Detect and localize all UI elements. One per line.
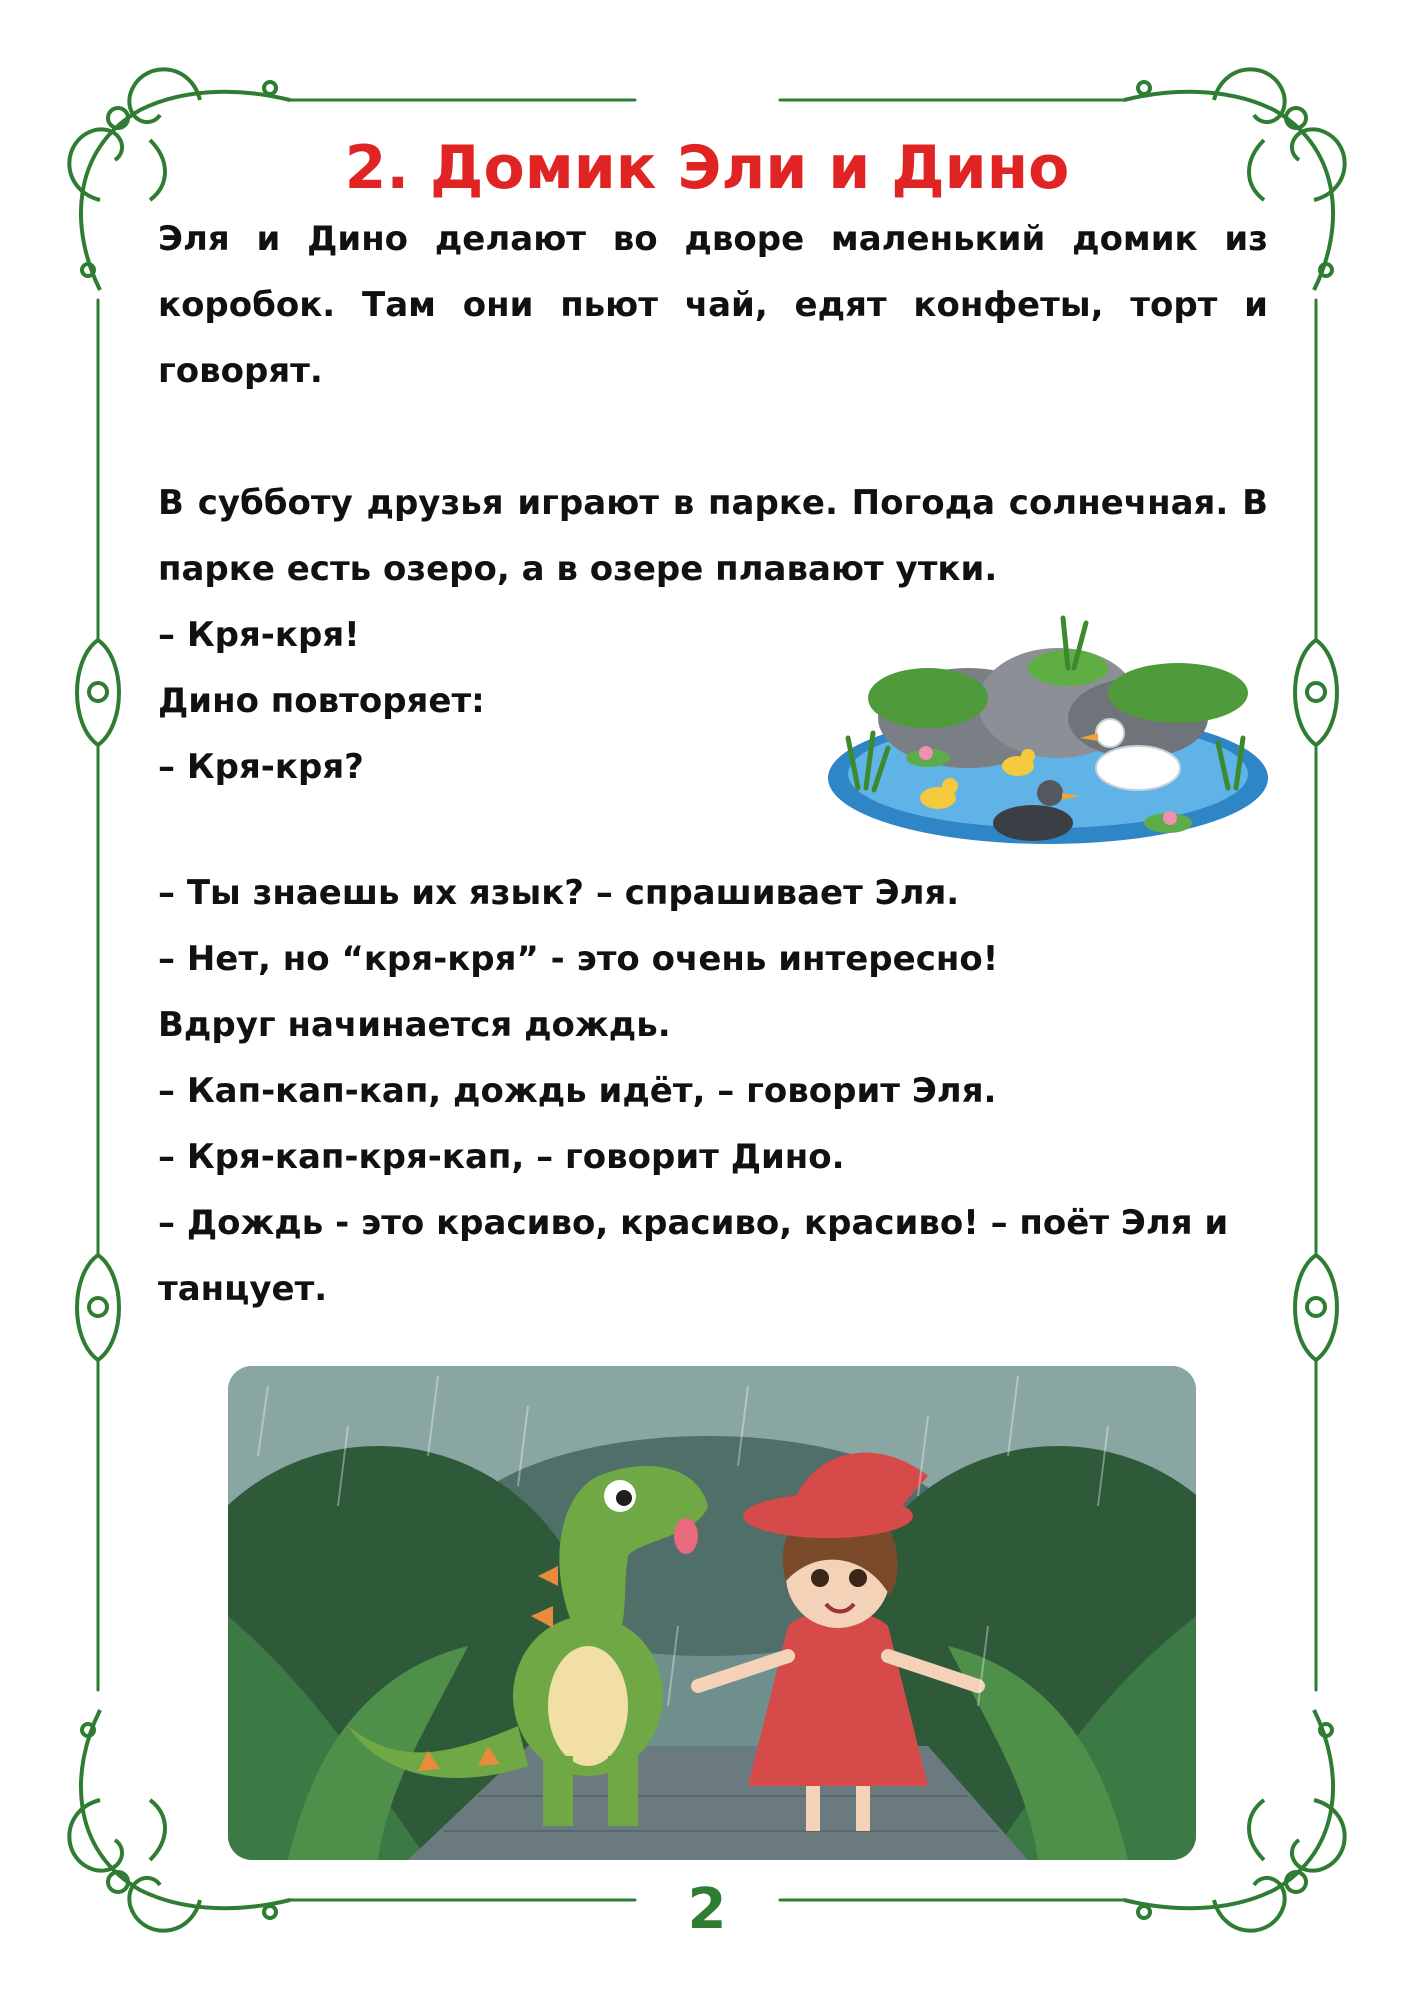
page-title: 2. Домик Эли и Дино [344, 133, 1070, 203]
dialogue-line: – Кап-кап-кап, дождь идёт, – говорит Эля. [158, 1071, 997, 1111]
dialogue-block [158, 860, 1268, 1322]
narration-line: Вдруг начинается дождь. [158, 1005, 671, 1045]
paragraph-house [158, 206, 1268, 404]
pond-with-ducks-illustration [818, 598, 1268, 848]
paragraph-text: Эля и Дино делают во дворе маленький домик из коробок. Там они пьют чай, едят конфеты, торт и говорят. [158, 219, 1268, 391]
dialogue-line: – Нет, но “кря-кря” - это очень интересно! [158, 939, 999, 979]
dialogue-line: – Кря-кап-кря-кап, – говорит Дино. [158, 1137, 845, 1177]
dialogue-line: – Кря-кря? [158, 747, 364, 787]
dialogue-line: – Ты знаешь их язык? – спрашивает Эля. [158, 873, 960, 913]
dialogue-line: – Кря-кря! [158, 615, 360, 655]
paragraph-text: В субботу друзья играют в парке. Погода солнечная. В парке есть озеро, а в озере плавают утки. [158, 483, 1268, 589]
dialogue-line: – Дождь - это красиво, красиво, красиво! – поёт Эля и танцует. [158, 1203, 1229, 1309]
dialogue-line: Дино повторяет: [158, 681, 485, 721]
dino-and-girl-in-rain-illustration [228, 1366, 1196, 1860]
page-number: 2 [687, 1877, 727, 1942]
